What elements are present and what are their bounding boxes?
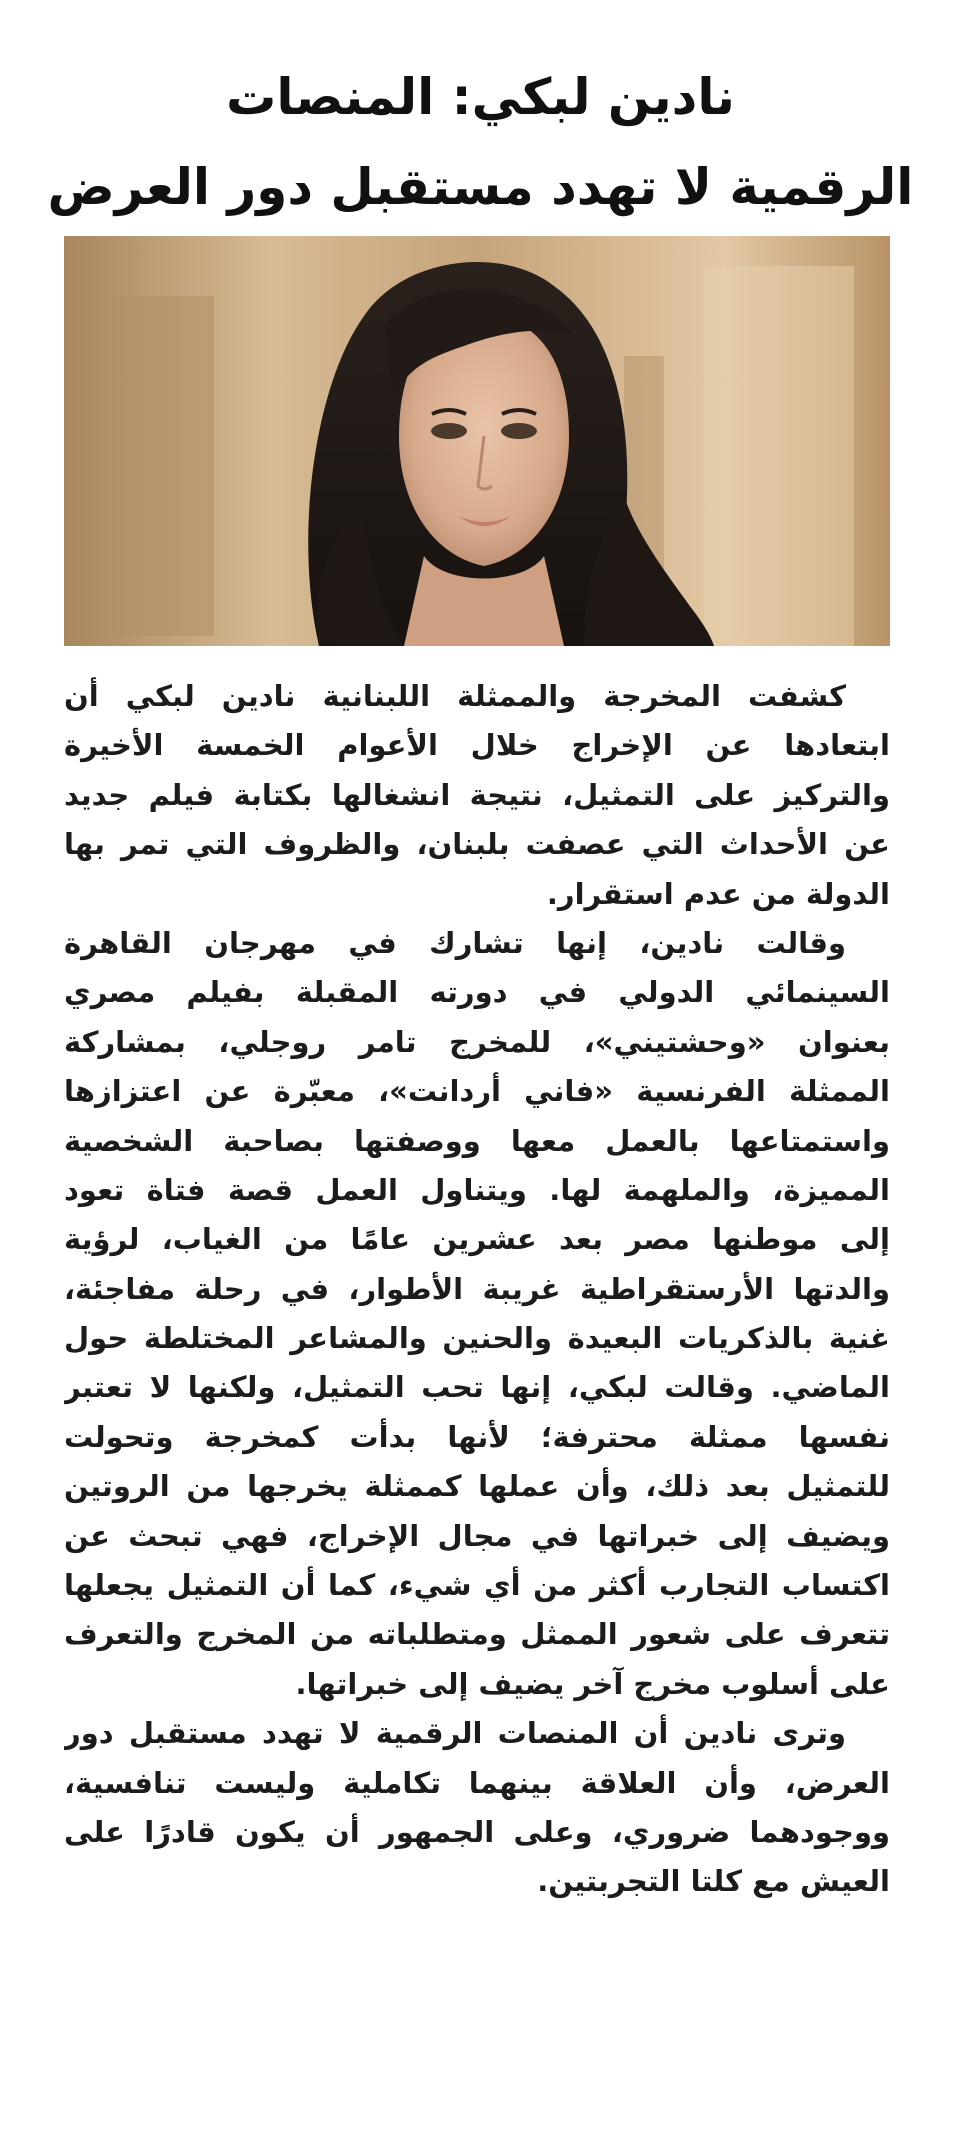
text-line: الماضي. وقالت لبكي، إنها تحب التمثيل، ولكنها لا تعتبر <box>64 1370 890 1405</box>
text-line: المميزة، والملهمة لها. ويتناول العمل قصة فتاة تعود <box>64 1172 890 1207</box>
headline-line-2: الرقمية لا تهدد مستقبل دور العرض <box>47 158 914 216</box>
text-line: العرض، وأن العلاقة بينهما تكاملية وليست تنافسية، <box>64 1765 890 1800</box>
text-line: وقالت نادين، إنها تشارك في مهرجان القاهرة <box>64 925 846 960</box>
text-line: إلى موطنها مصر بعد عشرين عامًا من الغياب، لرؤية <box>64 1222 890 1257</box>
text-line: والدتها الأرستقراطية غريبة الأطوار، في رحلة مفاجئة، <box>64 1271 890 1306</box>
text-line: نفسها ممثلة محترفة؛ لأنها بدأت كمخرجة وتحولت <box>64 1419 890 1454</box>
text-line: والتركيز على التمثيل، نتيجة انشغالها بكتابة فيلم جديد <box>64 777 890 812</box>
text-line: واستمتاعها بالعمل معها ووصفتها بصاحبة الشخصية <box>64 1123 890 1158</box>
portrait-photo <box>64 236 890 646</box>
article-body <box>64 672 890 1907</box>
text-line: على أسلوب مخرج آخر يضيف إلى خبراتها. <box>295 1666 890 1701</box>
text-line: الممثلة الفرنسية «فاني أردانت»، معبّرة عن اعتزازها <box>64 1074 890 1109</box>
text-line: للتمثيل بعد ذلك، وأن عملها كممثلة يخرجها من الروتين <box>64 1469 890 1504</box>
text-line: ووجودهما ضروري، وعلى الجمهور أن يكون قادرًا على <box>64 1814 890 1849</box>
text-line: ويضيف إلى خبراتها في مجال الإخراج، فهي تبحث عن <box>64 1518 890 1553</box>
headline-line-1: نادين لبكي: المنصات <box>226 68 735 126</box>
text-line: العيش مع كلتا التجربتين. <box>537 1864 890 1899</box>
portrait-photo-icon <box>64 236 890 646</box>
paragraph <box>64 1709 890 1907</box>
paragraph <box>64 672 890 919</box>
text-line: تتعرف على شعور الممثل ومتطلباته من المخرج والتعرف <box>64 1617 890 1652</box>
text-line: السينمائي الدولي في دورته المقبلة بفيلم مصري <box>64 975 890 1010</box>
text-line: اكتساب التجارب أكثر من أي شيء، كما أن التمثيل يجعلها <box>64 1568 890 1603</box>
text-line: عن الأحداث التي عصفت بلبنان، والظروف التي تمر بها <box>64 827 890 862</box>
text-line: غنية بالذكريات البعيدة والحنين والمشاعر المختلطة حول <box>64 1321 890 1356</box>
paragraph <box>64 919 890 1709</box>
text-line: ابتعادها عن الإخراج خلال الأعوام الخمسة الأخيرة <box>64 728 890 763</box>
text-line: الدولة من عدم استقرار. <box>546 876 890 911</box>
text-line: كشفت المخرجة والممثلة اللبنانية نادين لبكي أن <box>64 679 846 713</box>
text-line: وترى نادين أن المنصات الرقمية لا تهدد مستقبل دور <box>64 1716 846 1751</box>
text-line: بعنوان «وحشتيني»، للمخرج تامر روجلي، بمشاركة <box>64 1024 890 1059</box>
headline <box>40 52 921 232</box>
